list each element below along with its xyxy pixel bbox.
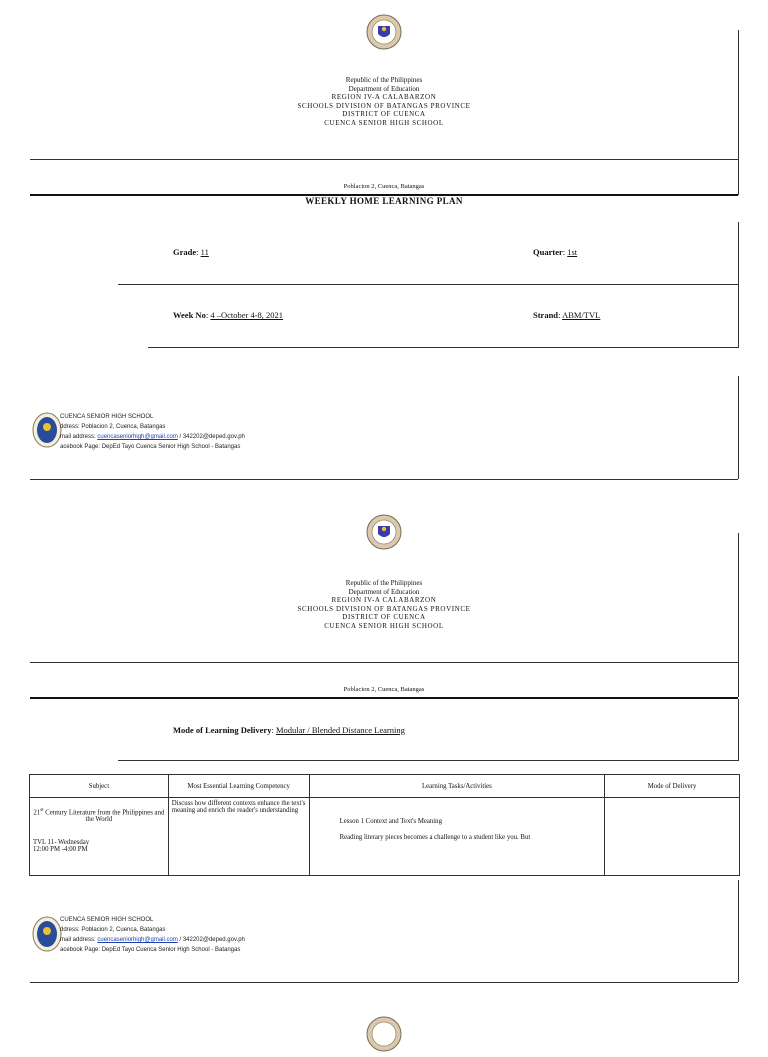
col-mode: Mode of Delivery — [605, 775, 740, 798]
footer-facebook: acebook Page: DepEd Tayo Cuenca Senior High School - Batangas — [60, 444, 241, 450]
border-right — [738, 880, 739, 982]
subject-name — [33, 808, 165, 823]
learning-plan-table — [29, 774, 740, 876]
quarter-value: 1st — [567, 247, 578, 257]
deped-seal-icon — [366, 514, 402, 555]
email-link[interactable]: cuencaseniorhigh@gmail.com — [97, 434, 178, 440]
quarter-field: Quarter: 1st — [533, 247, 578, 257]
footer-contact — [60, 412, 245, 452]
schedule-time: 12:00 PM -4:00 PM — [33, 846, 88, 854]
footer-address: ddress: Poblacion 2, Cuenca, Batangas — [60, 927, 166, 933]
header-republic: Republic of the Philippines — [345, 76, 423, 84]
header-department: Department of Education — [348, 587, 420, 596]
col-competency: Most Essential Learning Competency — [168, 775, 309, 798]
deped-seal-icon — [366, 1016, 402, 1057]
location-text: Poblacion 2, Cuenca, Batangas — [343, 183, 425, 190]
schedule — [33, 839, 165, 853]
schedule-day: TVL 11- Wednesday — [33, 839, 90, 847]
header-department: Department of Education — [348, 84, 420, 93]
col-subject: Subject — [30, 775, 169, 798]
grade-field: Grade: 11 — [173, 247, 209, 257]
mode-value: Modular / Blended Distance Learning — [275, 725, 405, 735]
strand-value: ABM/TVL — [562, 310, 601, 320]
page-border-right — [738, 533, 739, 697]
border-right — [738, 222, 739, 348]
email-link[interactable]: cuencaseniorhigh@gmail.com — [97, 937, 178, 943]
grade-label: Grade — [173, 247, 197, 257]
footer-school: CUENCA SENIOR HIGH SCHOOL — [60, 917, 154, 923]
footer-school: CUENCA SENIOR HIGH SCHOOL — [60, 414, 154, 420]
header-division: SCHOOLS DIVISION OF BATANGAS PROVINCE — [297, 604, 471, 613]
divider — [30, 159, 738, 160]
strand-field: Strand: ABM/TVL — [533, 310, 601, 320]
divider — [148, 347, 738, 348]
footer-email — [60, 935, 245, 945]
cell-mode — [605, 798, 740, 876]
school-logo-icon — [32, 412, 62, 453]
quarter-label: Quarter — [533, 247, 563, 257]
cell-tasks — [309, 798, 605, 876]
page-border-right — [738, 30, 739, 195]
footer-email-alt: / 342202@deped.gov.ph — [177, 937, 245, 943]
footer-facebook: acebook Page: DepEd Tayo Cuenca Senior High School - Batangas — [60, 947, 241, 953]
header-district: DISTRICT OF CUENCA — [342, 613, 426, 622]
footer-email-label: mail address: — [60, 434, 98, 440]
week-field: Week No: 4 –October 4-8, 2021 — [173, 310, 284, 320]
header-school: CUENCA SENIOR HIGH SCHOOL — [324, 118, 444, 127]
header-school: CUENCA SENIOR HIGH SCHOOL — [324, 621, 444, 630]
header-republic: Republic of the Philippines — [345, 579, 423, 587]
lesson-title: Lesson 1 Context and Text's Meaning — [339, 818, 442, 825]
col-tasks: Learning Tasks/Activities — [309, 775, 605, 798]
divider-thick — [30, 697, 738, 699]
subject-text: Century Literature from the Philippines and the World — [43, 809, 165, 824]
subject-sup: st — [40, 808, 44, 813]
footer-contact — [60, 915, 245, 955]
mode-field: Mode of Learning Delivery: Modular / Blended Distance Learning — [173, 725, 405, 735]
header-division: SCHOOLS DIVISION OF BATANGAS PROVINCE — [297, 101, 471, 110]
week-value: 4 –October 4-8, 2021 — [210, 310, 284, 320]
cell-subject — [30, 798, 169, 876]
border-right — [738, 376, 739, 479]
header-region: REGION IV-A CALABARZON — [331, 93, 437, 102]
school-logo-icon — [32, 916, 62, 957]
divider — [118, 284, 738, 285]
plan-title: WEEKLY HOME LEARNING PLAN — [305, 196, 463, 206]
divider — [30, 479, 738, 480]
footer-email — [60, 432, 245, 442]
header-block — [0, 76, 768, 128]
strand-label: Strand — [533, 310, 559, 320]
divider — [118, 760, 738, 761]
task-text: Reading literary pieces becomes a challenge to a student like you. But — [339, 834, 531, 841]
header-region: REGION IV-A CALABARZON — [331, 596, 437, 605]
footer-email-label: mail address: — [60, 937, 98, 943]
subject-num: 21 — [33, 809, 41, 817]
header-district: DISTRICT OF CUENCA — [342, 110, 426, 119]
deped-seal-icon — [366, 14, 402, 55]
header-block — [0, 579, 768, 631]
divider — [30, 982, 738, 983]
divider — [30, 662, 738, 663]
cell-competency: Discuss how different contexts enhance the text's meaning and enrich the reader's understanding — [168, 798, 309, 876]
mode-label: Mode of Learning Delivery — [173, 725, 272, 735]
table-header-row — [30, 775, 740, 798]
grade-value: 11 — [200, 247, 209, 257]
footer-email-alt: / 342202@deped.gov.ph — [177, 434, 245, 440]
footer-address: ddress: Poblacion 2, Cuenca, Batangas — [60, 424, 166, 430]
week-label: Week No — [173, 310, 206, 320]
table-row — [30, 798, 740, 876]
location-text: Poblacion 2, Cuenca, Batangas — [343, 686, 425, 693]
border-right — [738, 699, 739, 761]
